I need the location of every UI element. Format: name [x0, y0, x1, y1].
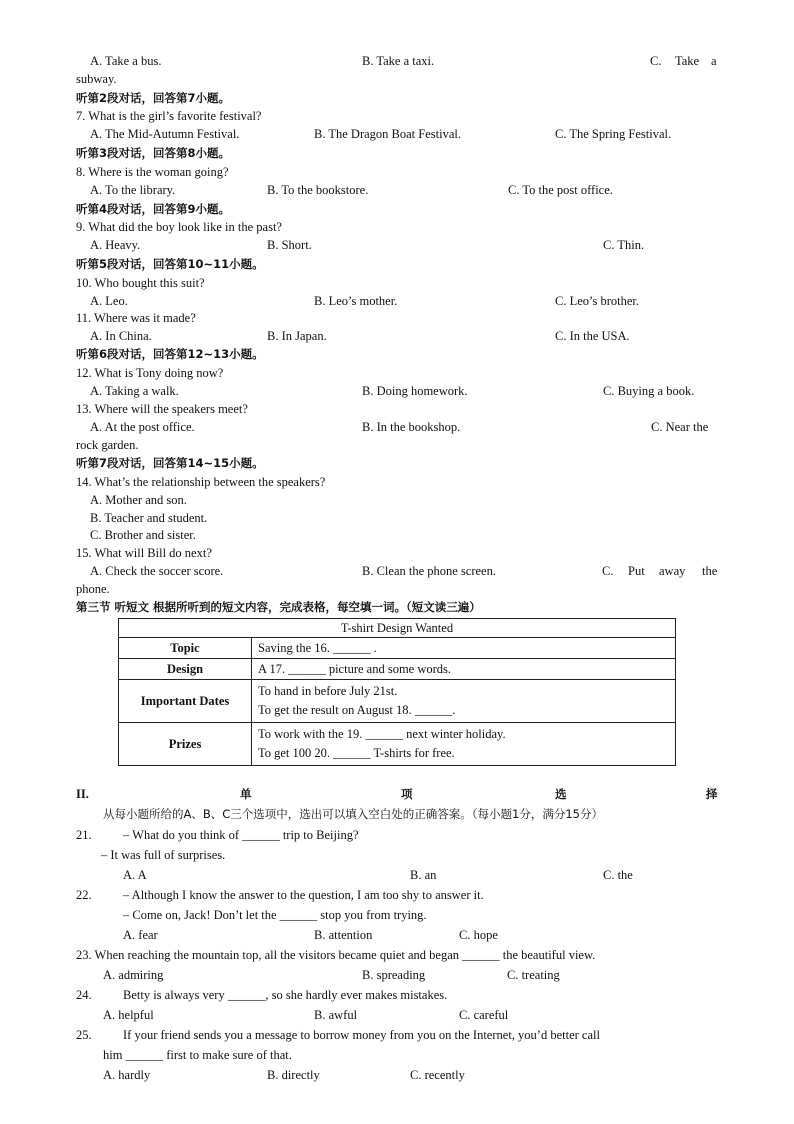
q21-line-1: – What do you think of ______ trip to Beijing? — [123, 828, 359, 842]
q13-option-a: A. At the post office. — [90, 420, 195, 434]
q10-option-c: C. Leo’s brother. — [555, 294, 640, 308]
q8-option-b: B. To the bookstore. — [267, 183, 369, 197]
q14-stem: 14. What’s the relationship between the speakers? — [76, 475, 326, 489]
q7-option-c: C. The Spring Festival. — [555, 127, 672, 141]
prizes-line-2: To get 100 20. ______ T-shirts for free. — [258, 746, 455, 760]
q25-option-b: B. directly — [267, 1068, 320, 1082]
q22-option-b: B. attention — [314, 928, 373, 942]
q22-line-2: – Come on, Jack! Don’t let the ______ stop you from trying. — [123, 908, 427, 922]
q9-option-a: A. Heavy. — [90, 238, 141, 252]
q13-option-b: B. In the bookshop. — [362, 420, 461, 434]
q21-option-a: A. A — [123, 868, 147, 882]
q14-option-b: B. Teacher and student. — [90, 511, 208, 525]
q7-option-b: B. The Dragon Boat Festival. — [314, 127, 461, 141]
q22-option-a: A. fear — [123, 928, 158, 942]
section-3-heading: 第三节 听短文 根据所听到的短文内容，完成表格，每空填一词。（短文读三遍） — [76, 600, 481, 614]
q23-option-c: C. treating — [507, 968, 560, 982]
q22-line-1: – Although I know the answer to the question, I am too shy to answer it. — [123, 888, 484, 902]
q24-option-b: B. awful — [314, 1008, 358, 1022]
q6-option-a: A. Take a bus. — [90, 54, 162, 68]
row-value-prizes — [252, 723, 676, 766]
row-value-topic: Saving the 16. ______ . — [252, 638, 676, 659]
q15-option-b: B. Clean the phone screen. — [362, 564, 496, 578]
q15-stem: 15. What will Bill do next? — [76, 546, 212, 560]
q24-number: 24. — [76, 988, 92, 1002]
q11-option-c: C. In the USA. — [555, 329, 630, 343]
q6-option-c-cont: subway. — [76, 72, 117, 86]
row-label-design: Design — [119, 659, 252, 680]
q24-line-1: Betty is always very ______, so she hardly ever makes mistakes. — [123, 988, 448, 1002]
q22-option-c: C. hope — [459, 928, 498, 942]
section-heading-5: 听第5段对话，回答第10~11小题。 — [76, 257, 264, 271]
part2-char-3: 选 — [555, 787, 567, 801]
q12-option-a: A. Taking a walk. — [90, 384, 179, 398]
q25-line-1: If your friend sends you a message to borrow money from you on the Internet, you’d better call — [123, 1028, 600, 1042]
row-value-design: A 17. ______ picture and some words. — [252, 659, 676, 680]
part2-char-1: 单 — [240, 787, 252, 801]
part2-number: II. — [76, 787, 89, 801]
q12-option-c: C. Buying a book. — [603, 384, 695, 398]
q6-option-b: B. Take a taxi. — [362, 54, 435, 68]
q15-option-c-2: Put — [628, 564, 645, 578]
section-heading-7: 听第7段对话，回答第14~15小题。 — [76, 456, 264, 470]
q14-option-c: C. Brother and sister. — [90, 528, 196, 542]
row-value-dates — [252, 680, 676, 723]
q10-option-b: B. Leo’s mother. — [314, 294, 398, 308]
part2-char-2: 项 — [401, 787, 413, 801]
q9-stem: 9. What did the boy look like in the past? — [76, 220, 282, 234]
q25-number: 25. — [76, 1028, 92, 1042]
row-label-topic: Topic — [119, 638, 252, 659]
q12-option-b: B. Doing homework. — [362, 384, 468, 398]
q15-option-a: A. Check the soccer score. — [90, 564, 224, 578]
q10-stem: 10. Who bought this suit? — [76, 276, 205, 290]
q6-option-c-3: a — [711, 54, 717, 68]
part2-char-4: 择 — [706, 787, 718, 801]
q14-option-a: A. Mother and son. — [90, 493, 187, 507]
section-heading-6: 听第6段对话，回答第12~13小题。 — [76, 347, 264, 361]
q24-option-c: C. careful — [459, 1008, 509, 1022]
section-heading-3: 听第3段对话，回答第8小题。 — [76, 146, 231, 160]
prizes-line-1: To work with the 19. ______ next winter holiday. — [258, 727, 506, 741]
q21-number: 21. — [76, 828, 92, 842]
q15-option-c-4: the — [702, 564, 718, 578]
q25-line-2: him ______ first to make sure of that. — [103, 1048, 292, 1062]
q23-option-a: A. admiring — [103, 968, 164, 982]
q13-option-c-cont: rock garden. — [76, 438, 139, 452]
dates-line-2: To get the result on August 18. ______. — [258, 703, 456, 717]
part2-instructions: 从每小题所给的A、B、C三个选项中，选出可以填入空白处的正确答案。（每小题1分，满分15分） — [103, 807, 603, 821]
row-label-dates: Important Dates — [119, 680, 252, 723]
q11-option-b: B. In Japan. — [267, 329, 327, 343]
q22-number: 22. — [76, 888, 92, 902]
q7-stem: 7. What is the girl’s favorite festival? — [76, 109, 262, 123]
q13-stem: 13. Where will the speakers meet? — [76, 402, 248, 416]
q25-option-c: C. recently — [410, 1068, 465, 1082]
q13-option-c: C. Near the — [651, 420, 709, 434]
q15-option-c-cont: phone. — [76, 582, 110, 596]
q21-option-c: C. the — [603, 868, 633, 882]
q8-option-c: C. To the post office. — [508, 183, 613, 197]
q25-option-a: A. hardly — [103, 1068, 151, 1082]
q6-option-c-2: Take — [675, 54, 700, 68]
section-heading-2: 听第2段对话，回答第7小题。 — [76, 91, 231, 105]
q10-option-a: A. Leo. — [90, 294, 128, 308]
table-caption: T-shirt Design Wanted — [119, 619, 676, 638]
q21-option-b: B. an — [410, 868, 437, 882]
q15-option-c-1: C. — [602, 564, 614, 578]
q8-stem: 8. Where is the woman going? — [76, 165, 229, 179]
dates-line-1: To hand in before July 21st. — [258, 684, 398, 698]
q12-stem: 12. What is Tony doing now? — [76, 366, 224, 380]
q15-option-c-3: away — [659, 564, 686, 578]
q9-option-b: B. Short. — [267, 238, 312, 252]
q11-stem: 11. Where was it made? — [76, 311, 196, 325]
q6-option-c-1: C. — [650, 54, 662, 68]
section-heading-4: 听第4段对话，回答第9小题。 — [76, 202, 231, 216]
row-label-prizes: Prizes — [119, 723, 252, 766]
q21-line-2: – It was full of surprises. — [101, 848, 226, 862]
q9-option-c: C. Thin. — [603, 238, 645, 252]
q8-option-a: A. To the library. — [90, 183, 176, 197]
q7-option-a: A. The Mid-Autumn Festival. — [90, 127, 240, 141]
q23-option-b: B. spreading — [362, 968, 426, 982]
q24-option-a: A. helpful — [103, 1008, 154, 1022]
q11-option-a: A. In China. — [90, 329, 152, 343]
tshirt-design-table — [118, 618, 676, 766]
q23-line-1: 23. When reaching the mountain top, all the visitors became quiet and began ______ the beautiful view. — [76, 948, 596, 962]
